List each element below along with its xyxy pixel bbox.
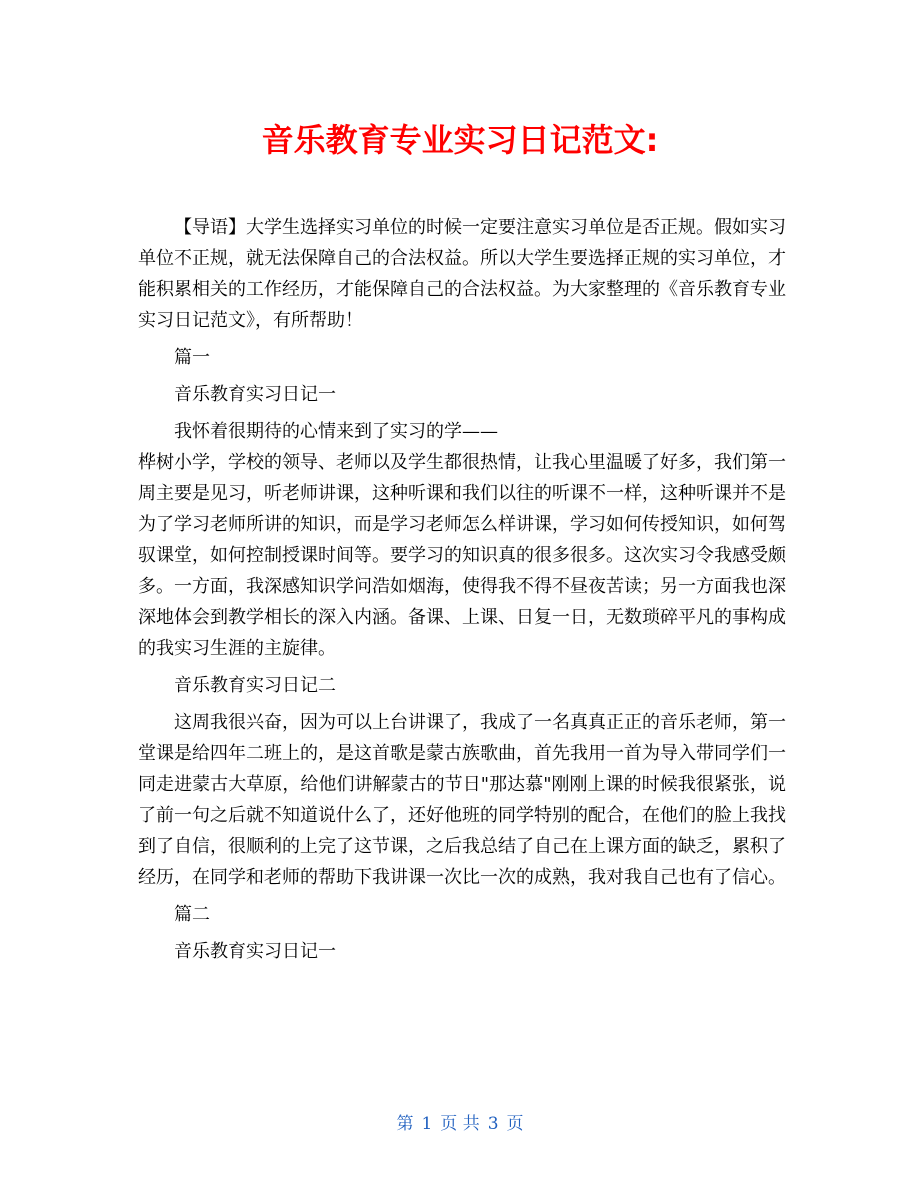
entry1-paragraph-start: 我怀着很期待的心情来到了实习的学——	[174, 421, 498, 442]
footer-page-number: 1	[421, 1114, 433, 1134]
section-label-1: 篇一	[174, 347, 210, 368]
footer-page-total: 3	[487, 1114, 499, 1134]
entry-title-2: 音乐教育实习日记二	[174, 675, 336, 696]
page-footer	[0, 1112, 920, 1136]
entry2-paragraph: 这周我很兴奋，因为可以上台讲课了，我成了一名真真正正的音乐老师，第一堂课是给四年二班上的，是这首歌是蒙古族歌曲，首先我用一首为导入带同学们一同走进蒙古大草原，给他们讲解蒙古的节日"那达慕"刚刚上课的时候我很紧张，说了前一句之后就不知道说什么了，还好他班的同学特别的配合，在他们的脸上我找到了自信，很顺利的上完了这节课，之后我总结了自己在上课方面的缺乏，累积了经历，在同学和老师的帮助下我讲课一次比一次的成熟，我对我自己也有了信心。	[138, 712, 786, 888]
document-body	[138, 212, 786, 973]
page-title: 音乐教育专业实习日记范文:	[261, 121, 659, 159]
entry-title-1: 音乐教育实习日记一	[174, 384, 336, 405]
entry1-paragraph-body: 桦树小学，学校的领导、老师以及学生都很热情，让我心里温暖了好多，我们第一周主要是见习，听老师讲课，这种听课和我们以往的听课不一样，这种听课并不是为了学习老师所讲的知识，而是学习老师怎么样讲课，学习如何传授知识，如何驾驭课堂，如何控制授课时间等。要学习的知识真的很多很多。这次实习令我感受颇多。一方面，我深感知识学问浩如烟海，使得我不得不昼夜苦读；另一方面我也深深地体会到教学相长的深入内涵。备课、上课、日复一日，无数琐碎平凡的事构成的我实习生涯的主旋律。	[138, 452, 786, 659]
intro-paragraph: 【导语】大学生选择实习单位的时候一定要注意实习单位是否正规。假如实习单位不正规，就无法保障自己的合法权益。所以大学生要选择正规的实习单位，才能积累相关的工作经历，才能保障自己的合法权益。为大家整理的《音乐教育专业实习日记范文》，有所帮助！	[138, 217, 786, 331]
footer-suffix: 页	[506, 1114, 524, 1134]
footer-middle: 页 共	[440, 1114, 480, 1134]
entry-title-3: 音乐教育实习日记一	[174, 941, 336, 962]
footer-prefix: 第	[396, 1114, 414, 1134]
section-label-2: 篇二	[174, 904, 210, 925]
